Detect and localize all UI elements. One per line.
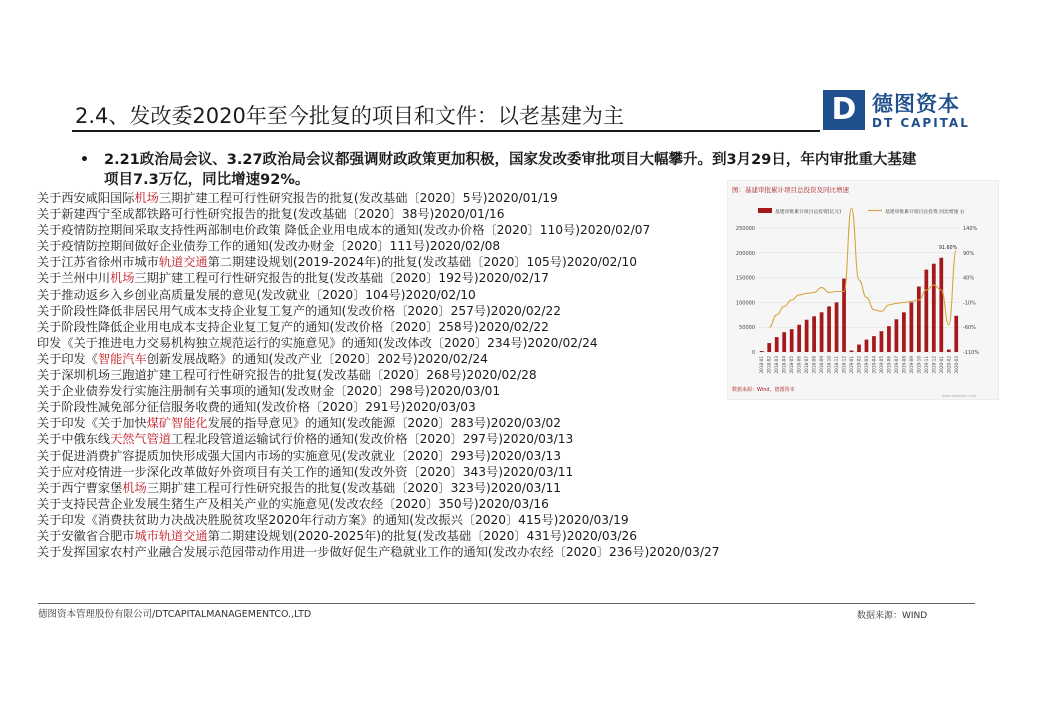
x-tick-label: 2018-04 <box>781 356 787 374</box>
chart-bar <box>782 332 786 352</box>
x-tick-label: 2019-11 <box>923 356 929 374</box>
y-right-tick-label: 40% <box>963 275 975 282</box>
x-tick-label: 2018-02 <box>766 356 772 374</box>
document-text: 关于中俄东线 <box>37 432 111 447</box>
document-text: 工程北段管道运输试行价格的通知(发改价格〔2020〕297号)2020/03/13 <box>171 432 574 447</box>
legend-label-bar: 基建审批累计项目总投资(亿元) <box>775 210 842 215</box>
document-text: 创新发展战略》的通知(发改产业〔2020〕202号)2020/02/24 <box>146 351 488 366</box>
document-text: 第二期建设规划(2019-2024年)的批复(发改基础〔2020〕105号)2020/02/10 <box>207 255 637 270</box>
document-item <box>37 544 727 560</box>
document-text: 关于支持民营企业发展生猪生产及相关产业的实施意见(发改农经〔2020〕350号)2020/03/16 <box>37 496 549 511</box>
chart-bar <box>775 337 779 352</box>
x-tick-label: 2019-06 <box>886 356 892 374</box>
document-text: 关于促进消费扩容提质加快形成强大国内市场的实施意见(发改就业〔2020〕293号)2020/03/13 <box>37 448 562 463</box>
y-left-tick-label: 100000 <box>735 300 755 307</box>
document-item <box>37 303 727 319</box>
document-item <box>37 512 727 528</box>
document-item <box>37 190 727 206</box>
y-left-tick-label: 50000 <box>739 325 755 332</box>
document-text: 关于疫情防控期间采取支持性两部制电价政策 降低企业用电成本的通知(发改办价格〔2020〕110号)2020/02/07 <box>37 223 651 238</box>
footer-divider <box>38 603 975 604</box>
document-item <box>37 464 727 480</box>
footer-source: 数据来源：WIND <box>857 611 928 621</box>
x-tick-label: 2018-09 <box>819 356 825 374</box>
document-text: 关于兰州中川 <box>37 271 111 286</box>
chart-bar <box>812 316 816 352</box>
document-text: 关于新建西宁至成都铁路可行性研究报告的批复(发改基础〔2020〕38号)2020/01/16 <box>37 207 505 222</box>
x-tick-label: 2018-03 <box>774 356 780 374</box>
x-tick-label: 2019-08 <box>901 356 907 374</box>
document-text: 关于印发《关于加快 <box>37 416 147 431</box>
chart-bar <box>939 258 943 352</box>
highlighted-keyword: 城市轨道交通 <box>134 528 208 543</box>
document-text: 关于阶段性减免部分征信服务收费的通知(发改价格〔2020〕291号)2020/03/03 <box>37 400 476 415</box>
lead-paragraph: 2.21政治局会议、3.27政治局会议都强调财政政策更加积极，国家发改委审批项目大幅攀升。到3月29日，年内审批重大基建项目7.3万亿，同比增速92%。 <box>104 152 917 188</box>
document-text: 关于西宁曹家堡 <box>37 480 123 495</box>
chart-source: 数据来源：Wind，德图资本 <box>732 387 795 393</box>
x-tick-label: 2019-09 <box>908 356 914 374</box>
x-tick-label: 2020-03 <box>953 356 959 374</box>
highlighted-keyword: 智能汽车 <box>97 351 147 366</box>
company-logo <box>823 88 983 134</box>
y-left-tick-label: 250000 <box>735 226 755 232</box>
y-left-tick-label: 150000 <box>735 275 755 282</box>
highlighted-keyword: 机场 <box>110 271 135 286</box>
x-tick-label: 2018-01 <box>759 356 765 374</box>
x-tick-label: 2019-03 <box>863 356 869 374</box>
x-tick-label: 2019-04 <box>871 356 877 374</box>
chart-bar <box>827 306 831 352</box>
chart-bar <box>820 312 824 352</box>
y-right-tick-label: 140% <box>963 226 978 232</box>
y-right-tick-label: 90% <box>963 250 975 257</box>
x-tick-label: 2018-08 <box>811 356 817 374</box>
document-text: 三期扩建工程可行性研究报告的批复(发改基础〔2020〕323号)2020/03/11 <box>146 480 562 495</box>
document-text: 三期扩建工程可行性研究报告的批复(发改基础〔2020〕5号)2020/01/19 <box>158 191 558 205</box>
y-right-tick-label: -10% <box>963 300 976 307</box>
chart-bar <box>947 350 951 352</box>
document-text: 关于疫情防控期间做好企业债券工作的通知(发改办财金〔2020〕111号)2020/02/08 <box>37 239 501 254</box>
investment-chart <box>727 180 999 400</box>
chart-bar <box>805 320 809 352</box>
chart-bar <box>857 345 861 352</box>
document-item <box>37 448 727 464</box>
document-item <box>37 528 727 544</box>
chart-watermark: www.dtcapital.com <box>942 394 977 398</box>
chart-bar <box>835 302 839 352</box>
chart-title: 图：基建审批累计项目总投资及同比增速 <box>732 186 849 194</box>
growth-line <box>769 208 956 327</box>
document-text: 三期扩建工程可行性研究报告的批复(发改基础〔2020〕192号)2020/02/17 <box>134 271 549 286</box>
highlighted-keyword: 天然气管道 <box>110 432 172 447</box>
document-text: 关于印发《消费扶贫助力决战决胜脱贫攻坚2020年行动方案》的通知(发改振兴〔2020〕415号)2020/03/19 <box>37 512 629 527</box>
chart-annotation: 91.60% <box>938 246 958 251</box>
document-item <box>37 351 727 367</box>
chart-bar <box>850 351 854 352</box>
x-tick-label: 2019-02 <box>856 356 862 374</box>
x-tick-label: 2019-10 <box>916 356 922 374</box>
highlighted-keyword: 机场 <box>134 191 159 205</box>
document-text: 关于江苏省徐州市城市 <box>37 255 159 270</box>
document-item <box>37 254 727 270</box>
document-text: 关于印发《 <box>37 351 98 366</box>
document-item <box>37 415 727 431</box>
document-item <box>37 367 727 383</box>
chart-bar <box>887 326 891 352</box>
document-text: 关于深圳机场三跑道扩建工程可行性研究报告的批复(发改基础〔2020〕268号)2020/02/28 <box>37 368 537 383</box>
chart-svg <box>728 181 998 399</box>
document-text: 印发《关于推进电力交易机构独立规范运行的实施意见》的通知(发改体改〔2020〕234号)2020/02/24 <box>37 335 598 350</box>
document-item <box>37 319 727 335</box>
document-text: 关于阶段性降低非居民用气成本支持企业复工复产的通知(发改价格〔2020〕257号)2020/02/22 <box>37 303 562 318</box>
document-item <box>37 335 727 351</box>
chart-bar <box>767 343 771 352</box>
x-tick-label: 2019-05 <box>878 356 884 374</box>
document-item <box>37 496 727 512</box>
chart-bar <box>917 287 921 352</box>
y-left-tick-label: 0 <box>751 350 755 356</box>
document-item <box>37 222 727 238</box>
document-text: 发展的指导意见》的通知(发改能源〔2020〕283号)2020/03/02 <box>207 416 562 431</box>
title-divider <box>72 130 820 132</box>
highlighted-keyword: 煤矿智能化 <box>146 416 208 431</box>
x-tick-label: 2018-12 <box>841 356 847 374</box>
document-item <box>37 383 727 399</box>
highlighted-keyword: 机场 <box>122 480 147 495</box>
x-tick-label: 2018-05 <box>789 356 795 374</box>
logo-english-name: DT CAPITAL <box>872 116 970 130</box>
document-item <box>37 238 727 254</box>
chart-bar <box>932 264 936 352</box>
document-item <box>37 399 727 415</box>
document-item <box>37 287 727 303</box>
document-item <box>37 480 727 496</box>
chart-bar <box>865 340 869 352</box>
chart-bar <box>842 279 846 352</box>
x-tick-label: 2020-02 <box>946 356 952 374</box>
chart-bar <box>880 331 884 352</box>
chart-bar <box>910 302 914 352</box>
bullet-dot: • <box>80 152 89 168</box>
legend-swatch-bar <box>758 208 772 213</box>
y-right-tick-label: -60% <box>963 325 976 332</box>
x-tick-label: 2019-12 <box>931 356 937 374</box>
document-text: 关于阶段性降低企业用电成本支持企业复工复产的通知(发改价格〔2020〕258号)2020/02/22 <box>37 319 549 334</box>
chart-bar <box>797 325 801 352</box>
document-text: 第二期建设规划(2020-2025年)的批复(发改基础〔2020〕431号)2020/03/26 <box>207 528 637 543</box>
x-tick-label: 2020-01 <box>938 356 944 374</box>
legend-label-line: 基建审批累计项目总投资 同比增速 右 <box>885 210 965 215</box>
x-tick-label: 2019-01 <box>849 356 855 374</box>
logo-mark <box>823 90 865 130</box>
footer-company: 德图资本管理股份有限公司/DTCAPITALMANAGEMENTCO.,LTD <box>38 609 312 620</box>
chart-bar <box>924 270 928 352</box>
highlighted-keyword: 轨道交通 <box>158 255 208 270</box>
document-text: 关于企业债券发行实施注册制有关事项的通知(发改财金〔2020〕298号)2020/03/01 <box>37 384 501 399</box>
chart-bar <box>872 336 876 352</box>
logo-chinese-name: 德图资本 <box>872 92 960 116</box>
document-item <box>37 206 727 222</box>
x-tick-label: 2018-11 <box>834 356 840 374</box>
chart-bar <box>895 319 899 352</box>
document-list <box>37 190 727 560</box>
document-item <box>37 270 727 286</box>
chart-bar <box>790 329 794 352</box>
x-tick-label: 2018-07 <box>804 356 810 374</box>
y-left-tick-label: 200000 <box>735 250 755 257</box>
document-text: 关于安徽省合肥市 <box>37 528 135 543</box>
document-text: 关于发挥国家农村产业融合发展示范园带动作用进一步做好促生产稳就业工作的通知(发改办农经〔2020〕236号)2020/03/27 <box>37 545 720 560</box>
x-tick-label: 2018-06 <box>796 356 802 374</box>
document-text: 关于西安咸阳国际 <box>37 191 135 205</box>
y-right-tick-label: -110% <box>963 350 980 356</box>
chart-bar <box>954 316 958 352</box>
document-item <box>37 431 727 447</box>
chart-bar <box>760 351 764 352</box>
page-title: 2.4、发改委2020年至今批复的项目和文件：以老基建为主 <box>75 104 624 128</box>
document-text: 关于推动返乡入乡创业高质量发展的意见(发改就业〔2020〕104号)2020/02/10 <box>37 287 476 302</box>
logo-letter: D <box>831 92 857 127</box>
x-tick-label: 2018-10 <box>826 356 832 374</box>
document-text: 关于应对疫情进一步深化改革做好外资项目有关工作的通知(发改外资〔2020〕343号)2020/03/11 <box>37 464 574 479</box>
chart-bar <box>902 312 906 352</box>
x-tick-label: 2019-07 <box>893 356 899 374</box>
